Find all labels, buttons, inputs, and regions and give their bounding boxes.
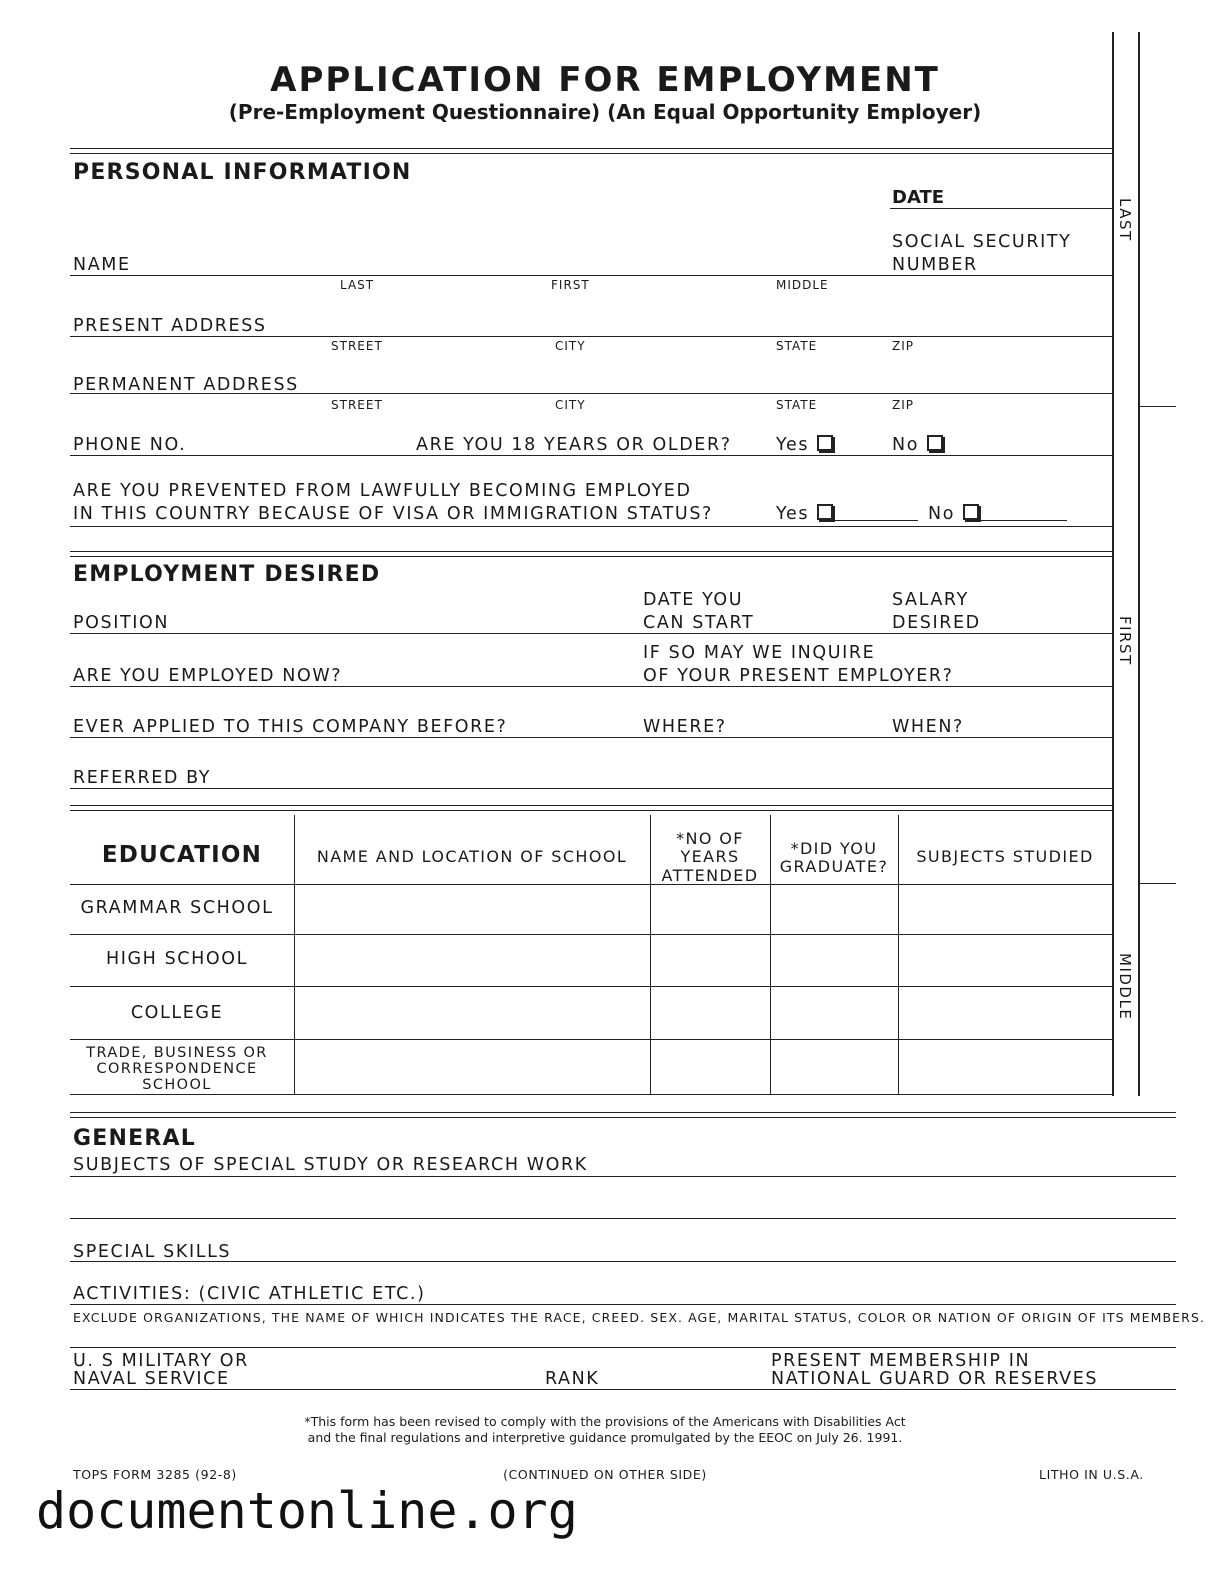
edu-row-trade-3: SCHOOL: [142, 1077, 212, 1094]
addr-sub-street: STREET: [331, 339, 383, 353]
age-no-label: No: [892, 435, 919, 455]
watermark: documentonline.org: [36, 1482, 578, 1540]
employment-section-title: EMPLOYMENT DESIRED: [73, 562, 381, 587]
edu-row-rule: [70, 934, 1112, 935]
education-section-title: EDUCATION: [101, 842, 263, 868]
ssn-label-2: NUMBER: [892, 255, 978, 275]
footer-note-1: *This form has been revised to comply with the provisions of the Americans with Disabilities Act: [304, 1414, 906, 1429]
military-field[interactable]: [70, 1389, 1176, 1390]
visa-no-line: [976, 520, 1067, 521]
section-rule: [70, 1112, 1176, 1113]
section-rule: [70, 153, 1112, 154]
edu-col-grad-1: *DID YOU: [790, 839, 878, 858]
start-label-2: CAN START: [643, 613, 755, 633]
phone-field[interactable]: [70, 455, 1112, 456]
addr-sub-zip: ZIP: [892, 339, 914, 353]
guard-label-1: PRESENT MEMBERSHIP IN: [771, 1351, 1031, 1371]
permanent-address-field[interactable]: [70, 393, 1112, 394]
date-field[interactable]: [890, 208, 1112, 209]
activities-label: ACTIVITIES: (CIVIC ATHLETIC ETC.): [73, 1284, 426, 1304]
where-label: WHERE?: [643, 717, 727, 737]
edu-col-years-3: ATTENDED: [661, 865, 759, 885]
edu-col-years-2: YEARS: [680, 847, 740, 867]
addr-sub-state: STATE: [776, 339, 818, 353]
right-border-inner: [1112, 32, 1114, 1096]
side-label-last: LAST: [1116, 198, 1134, 242]
inquire-label-1: IF SO MAY WE INQUIRE: [643, 643, 876, 663]
employed-now-label: ARE YOU EMPLOYED NOW?: [73, 666, 343, 686]
when-label: WHEN?: [892, 717, 964, 737]
visa-no-label: No: [928, 504, 955, 524]
side-tick-2: [1139, 883, 1176, 884]
litho-label: LITHO IN U.S.A.: [1039, 1467, 1144, 1482]
side-label-middle: MIDDLE: [1116, 953, 1134, 1021]
visa-yes-line: [832, 520, 918, 521]
edu-col-grad-2: GRADUATE?: [779, 857, 889, 877]
military-label-2: NAVAL SERVICE: [73, 1369, 230, 1389]
exclude-note: EXCLUDE ORGANIZATIONS, THE NAME OF WHICH INDICATES THE RACE, CREED. SEX. AGE, MARITAL STATUS, COLOR OR NATION OF ORIGIN OF ITS MEMBERS.: [73, 1310, 1206, 1325]
footer-note-2: and the final regulations and interpretive guidance promulgated by the EEOC on July 26. 1991.: [307, 1430, 903, 1445]
applied-before-label: EVER APPLIED TO THIS COMPANY BEFORE?: [73, 717, 508, 737]
activities-field[interactable]: [70, 1304, 1176, 1305]
name-sub-last: LAST: [340, 278, 375, 292]
personal-section-title: PERSONAL INFORMATION: [73, 160, 412, 185]
side-tick-1: [1139, 406, 1176, 407]
section-rule: [70, 551, 1112, 552]
visa-no-checkbox[interactable]: [963, 504, 979, 520]
guard-label-2: NATIONAL GUARD OR RESERVES: [771, 1369, 1099, 1389]
age-question: ARE YOU 18 YEARS OR OLDER?: [416, 435, 732, 455]
present-address-field[interactable]: [70, 336, 1112, 337]
edu-col-subjects: SUBJECTS STUDIED: [916, 847, 1094, 866]
edu-row-rule: [70, 1094, 1112, 1095]
visa-rule: [70, 526, 1112, 527]
edu-row-rule: [70, 884, 1112, 885]
form-subtitle: (Pre-Employment Questionnaire) (An Equal Opportunity Employer): [228, 100, 982, 124]
section-rule: [70, 556, 1112, 557]
visa-no: [928, 504, 979, 524]
addr-sub-street: STREET: [331, 398, 383, 412]
addr-sub-zip: ZIP: [892, 398, 914, 412]
special-study-field-2[interactable]: [70, 1218, 1176, 1219]
edu-col-school: NAME AND LOCATION OF SCHOOL: [316, 847, 628, 866]
right-border-outer: [1138, 32, 1140, 1096]
permanent-address-label: PERMANENT ADDRESS: [73, 375, 299, 395]
general-section-title: GENERAL: [73, 1126, 196, 1151]
age-yes-label: Yes: [776, 435, 810, 455]
position-label: POSITION: [73, 613, 170, 633]
form-title: APPLICATION FOR EMPLOYMENT: [270, 60, 940, 100]
edu-col-years-1: *NO OF: [676, 829, 744, 848]
name-field[interactable]: [70, 275, 1112, 276]
section-rule: [70, 810, 1112, 811]
name-sub-middle: MIDDLE: [776, 278, 829, 292]
salary-label-1: SALARY: [892, 590, 969, 610]
ssn-label-1: SOCIAL SECURITY: [892, 232, 1072, 252]
edu-row-grammar: GRAMMAR SCHOOL: [80, 898, 274, 918]
side-label-first: FIRST: [1116, 616, 1134, 666]
edu-row-rule: [70, 986, 1112, 987]
phone-label: PHONE NO.: [73, 435, 187, 455]
section-rule: [70, 148, 1112, 149]
age-no: [892, 435, 943, 455]
start-label-1: DATE YOU: [643, 590, 744, 610]
name-label: NAME: [73, 255, 131, 275]
edu-row-trade-1: TRADE, BUSINESS OR: [86, 1045, 268, 1061]
addr-sub-city: CITY: [555, 339, 586, 353]
age-yes-checkbox[interactable]: [817, 435, 833, 451]
edu-row-college: COLLEGE: [130, 1003, 224, 1023]
visa-yes-label: Yes: [776, 504, 810, 524]
skills-field[interactable]: [70, 1261, 1176, 1262]
date-label: DATE: [892, 187, 945, 208]
visa-yes: [776, 504, 833, 524]
age-yes: [776, 435, 833, 455]
present-address-label: PRESENT ADDRESS: [73, 316, 267, 336]
visa-yes-checkbox[interactable]: [817, 504, 833, 520]
special-study-label: SUBJECTS OF SPECIAL STUDY OR RESEARCH WORK: [73, 1155, 588, 1175]
name-sub-first: FIRST: [551, 278, 590, 292]
visa-question-1: ARE YOU PREVENTED FROM LAWFULLY BECOMING EMPLOYED: [73, 481, 692, 501]
referred-field[interactable]: [70, 788, 1112, 789]
age-no-checkbox[interactable]: [927, 435, 943, 451]
employed-now-field[interactable]: [70, 686, 1112, 687]
form-id: TOPS FORM 3285 (92-8): [73, 1467, 237, 1482]
addr-sub-state: STATE: [776, 398, 818, 412]
position-field[interactable]: [70, 633, 1112, 634]
visa-question-2: IN THIS COUNTRY BECAUSE OF VISA OR IMMIGRATION STATUS?: [73, 504, 713, 524]
skills-label: SPECIAL SKILLS: [73, 1242, 232, 1262]
edu-row-highschool: HIGH SCHOOL: [106, 949, 248, 969]
referred-label: REFERRED BY: [73, 768, 212, 788]
section-rule: [70, 1117, 1176, 1118]
applied-before-field[interactable]: [70, 737, 1112, 738]
edu-row-rule: [70, 1039, 1112, 1040]
rank-label: RANK: [545, 1369, 600, 1389]
military-label-1: U. S MILITARY OR: [73, 1351, 249, 1371]
continued-label: (CONTINUED ON OTHER SIDE): [503, 1467, 707, 1482]
salary-label-2: DESIRED: [892, 613, 981, 633]
exclude-rule: [70, 1347, 1176, 1348]
addr-sub-city: CITY: [555, 398, 586, 412]
special-study-field[interactable]: [70, 1176, 1176, 1177]
inquire-label-2: OF YOUR PRESENT EMPLOYER?: [643, 666, 954, 686]
edu-row-trade-2: CORRESPONDENCE: [96, 1061, 258, 1078]
section-rule: [70, 805, 1112, 806]
